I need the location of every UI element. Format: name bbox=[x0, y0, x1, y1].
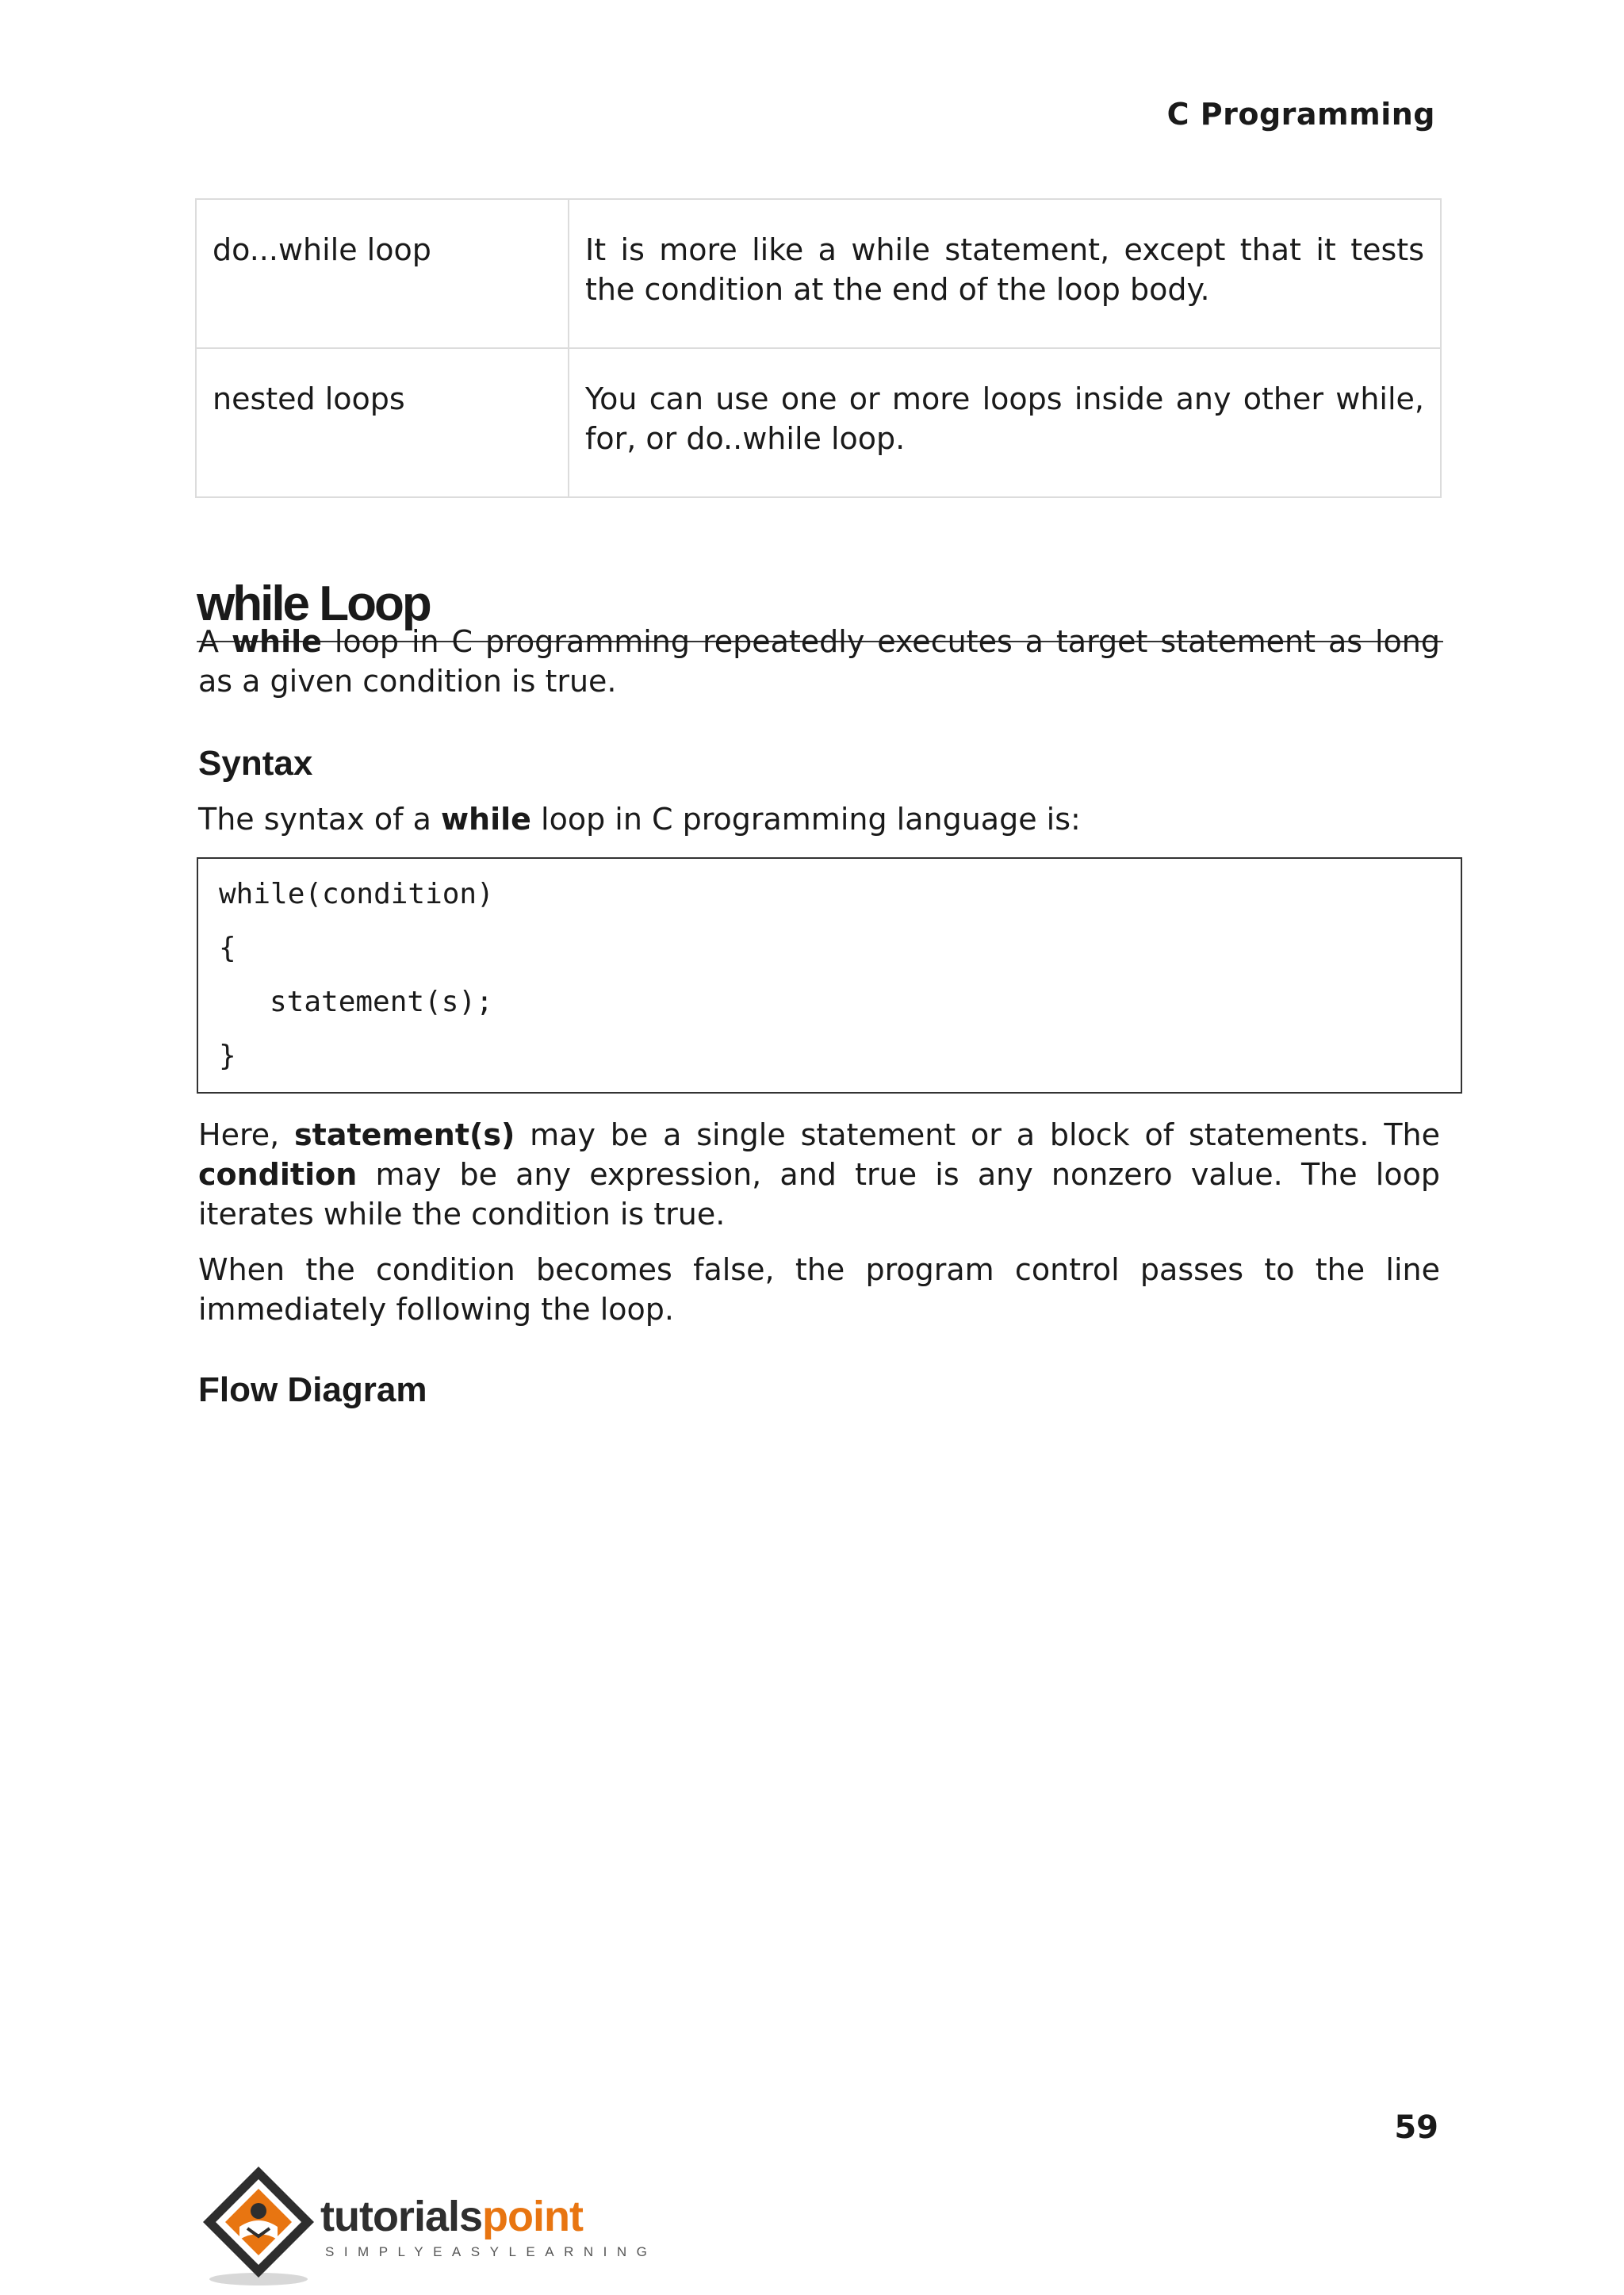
explanation-text: Here, bbox=[198, 1117, 295, 1152]
explanation-keyword: condition bbox=[198, 1157, 358, 1192]
loop-types-table bbox=[195, 198, 1442, 498]
code-line: statement(s); bbox=[270, 986, 493, 1018]
syntax-intro bbox=[198, 799, 1440, 839]
explanation-keyword: statement(s) bbox=[294, 1117, 515, 1152]
when-paragraph: When the condition becomes false, the program control passes to the line immediately following the loop. bbox=[198, 1252, 1440, 1327]
loop-type-cell: do...while loop bbox=[196, 199, 569, 348]
syntax-keyword: while bbox=[440, 802, 531, 837]
intro-rest: loop in C programming repeatedly executes a target statement as long as a given condition is true. bbox=[198, 624, 1440, 699]
syntax-intro-rest: loop in C programming language is: bbox=[530, 802, 1081, 837]
logo-wordmark bbox=[320, 2195, 583, 2238]
flow-diagram-heading: Flow Diagram bbox=[198, 1370, 427, 1409]
section-title: while Loop bbox=[197, 577, 1443, 642]
logo-word-point: point bbox=[482, 2193, 583, 2240]
logo-diamond-icon bbox=[195, 2162, 322, 2289]
table-row bbox=[196, 199, 1441, 348]
logo-tagline: SIMPLYEASYLEARNING bbox=[325, 2244, 657, 2259]
page-number: 59 bbox=[1394, 2109, 1438, 2146]
loop-description-cell: You can use one or more loops inside any other while, for, or do..while loop. bbox=[569, 348, 1441, 497]
intro-paragraph bbox=[198, 622, 1440, 701]
code-block bbox=[197, 857, 1462, 1094]
syntax-heading: Syntax bbox=[198, 744, 313, 783]
intro-keyword: while bbox=[231, 624, 322, 659]
code-line: } bbox=[219, 1040, 236, 1072]
syntax-intro-prefix: The syntax of a bbox=[198, 802, 441, 837]
code-line: while(condition) bbox=[219, 878, 494, 910]
explanation-paragraph bbox=[198, 1115, 1440, 1234]
loop-type-cell: nested loops bbox=[196, 348, 569, 497]
code-line: { bbox=[219, 932, 236, 964]
explanation-text: may be any expression, and true is any nonzero value. The loop iterates while the condition is true. bbox=[198, 1157, 1440, 1232]
explanation-text: may be a single statement or a block of statements. The bbox=[515, 1117, 1440, 1152]
page-header-title: C Programming bbox=[1166, 97, 1435, 132]
logo-word-tutorials: tutorials bbox=[320, 2193, 483, 2240]
intro-prefix: A bbox=[198, 624, 232, 659]
table-row bbox=[196, 348, 1441, 497]
tutorialspoint-logo bbox=[195, 2162, 657, 2289]
loop-description-cell: It is more like a while statement, except that it tests the condition at the end of the loop body. bbox=[569, 199, 1441, 348]
